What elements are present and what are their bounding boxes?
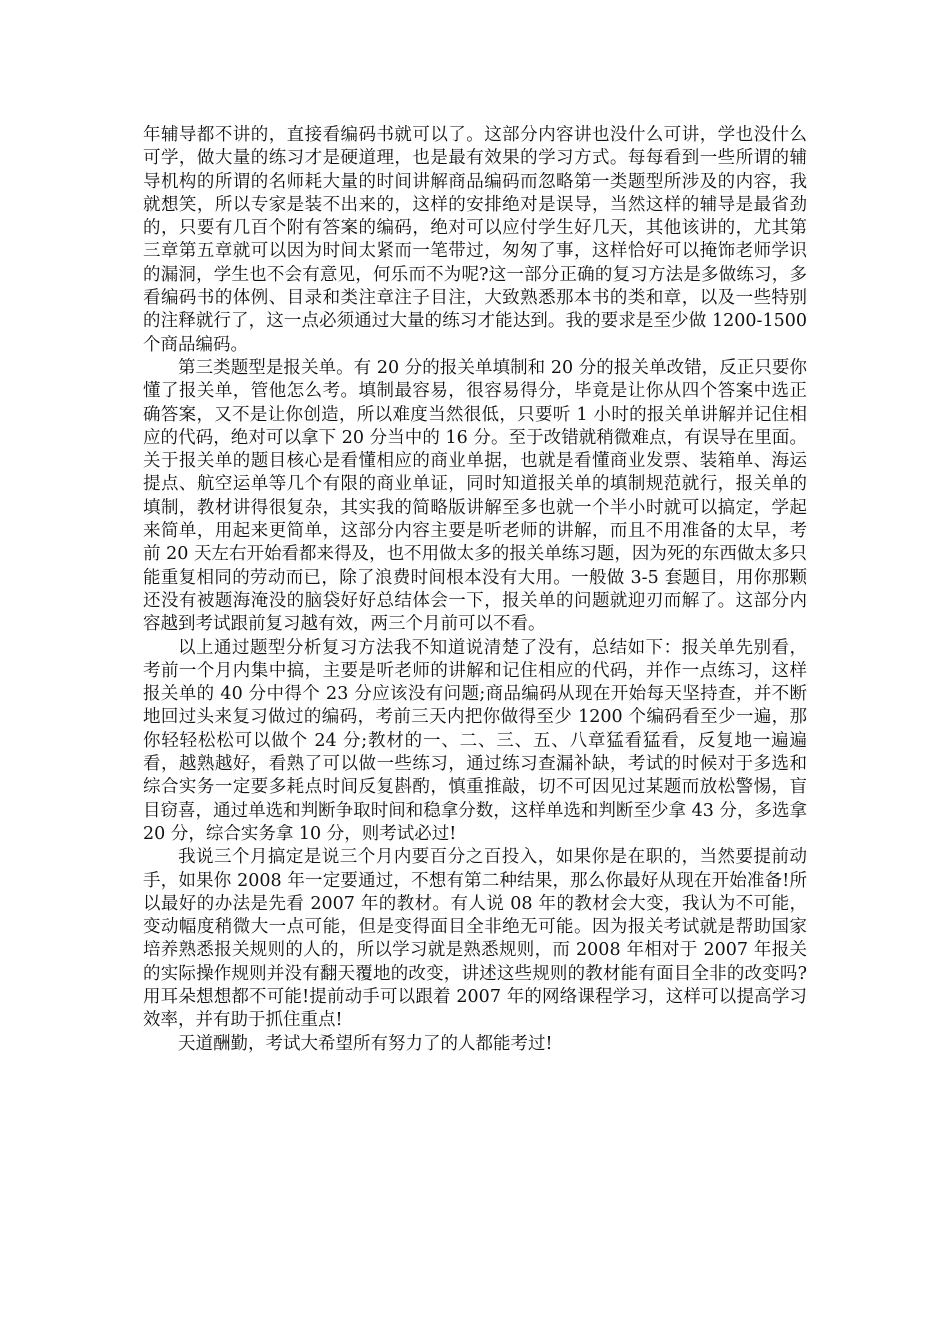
document-body: [143, 124, 807, 1056]
paragraph-commodity-coding: 年辅导都不讲的，直接看编码书就可以了。这部分内容讲也没什么可讲，学也没什么可学，做大量的练习才是硬道理，也是最有效果的学习方式。每每看到一些所谓的辅导机构的所谓的名师耗大量的时间讲解商品编码而忽略第一类题型所涉及的内容，我就想笑，所以专家是装不出来的，这样的安排绝对是误导，当然这样的辅导是最省劲的，只要有几百个附有答案的编码，绝对可以应付学生好几天，其他该讲的，尤其第三章第五章就可以因为时间太紧而一笔带过，匆匆了事，这样恰好可以掩饰老师学识的漏洞，学生也不会有意见，何乐而不为呢?这一部分正确的复习方法是多做练习，多看编码书的体例、目录和类注章注子目注，大致熟悉那本书的类和章，以及一些特别的注释就行了，这一点必须通过大量的练习才能达到。我的要求是至少做 1200-1500 个商品编码。: [143, 125, 807, 355]
paragraph-summary: 以上通过题型分析复习方法我不知道说清楚了没有，总结如下：报关单先别看，考前一个月内集中搞，主要是听老师的讲解和记住相应的代码，并作一点练习，这样报关单的 40 分中得个 23 分应该没有问题;商品编码从现在开始每天坚持查，并不断地回过头来复习做过的编码，考前三天内把你做得至少 1200 个编码看至少一遍，那你轻轻松松可以做个 24 分;教材的一、二、三、五、八章猛看猛看，反复地一遍遍看，越熟越好，看熟了可以做一些练习，通过练习查漏补缺，考试的时候对于多选和综合实务一定要多耗点时间反复斟酌，慎重推敲，切不可因见过某题而放松警惕，盲目窃喜，通过单选和判断争取时间和稳拿分数，这样单选和判断至少拿 43 分，多选拿 20 分，综合实务拿 10 分，则考试必过!: [143, 637, 807, 844]
paragraph-customs-declaration: 第三类题型是报关单。有 20 分的报关单填制和 20 分的报关单改错，反正只要你懂了报关单，管他怎么考。填制最容易，很容易得分，毕竟是让你从四个答案中选正确答案，又不是让你创造，所以难度当然很低，只要听 1 小时的报关单讲解并记住相应的代码，绝对可以拿下 20 分当中的 16 分。至于改错就稍微难点，有误导在里面。关于报关单的题目核心是看懂相应的商业单据，也就是看懂商业发票、装箱单、海运提点、航空运单等几个有限的商业单证，同时知道报关单的填制规范就行，报关单的填制，教材讲得很复杂，其实我的简略版讲解至多也就一个半小时就可以搞定，学起来简单，用起来更简单，这部分内容主要是听老师的讲解，而且不用准备的太早，考前 20 天左右开始看都来得及，也不用做太多的报关单练习题，因为死的东西做太多只能重复相同的劳动而已，除了浪费时间根本没有大用。一般做 3-5 套题目，用你那颗还没有被题海淹没的脑袋好好总结体会一下，报关单的问题就迎刃而解了。这部分内容越到考试跟前复习越有效，两三个月前可以不看。: [143, 357, 807, 635]
paragraph-three-months-plan: 我说三个月搞定是说三个月内要百分之百投入，如果你是在职的，当然要提前动手，如果你 2008 年一定要通过，不想有第二种结果，那么你最好从现在开始准备!所以最好的办法是先看 2007 年的教材。有人说 08 年的教材会大变，我认为不可能，变动幅度稍微大一点可能，但是变得面目全非绝无可能。因为报关考试就是帮助国家培养熟悉报关规则的人的，所以学习就是熟悉规则，而 2008 年相对于 2007 年报关的实际操作规则并没有翻天覆地的改变，讲述这些规则的教材能有面目全非的改变吗?用耳朵想想都不可能!提前动手可以跟着 2007 年的网络课程学习，这样可以提高学习效率，并有助于抓住重点!: [143, 847, 807, 1031]
paragraph-closing: 天道酬勤，考试大希望所有努力了的人都能考过!: [178, 1033, 553, 1054]
